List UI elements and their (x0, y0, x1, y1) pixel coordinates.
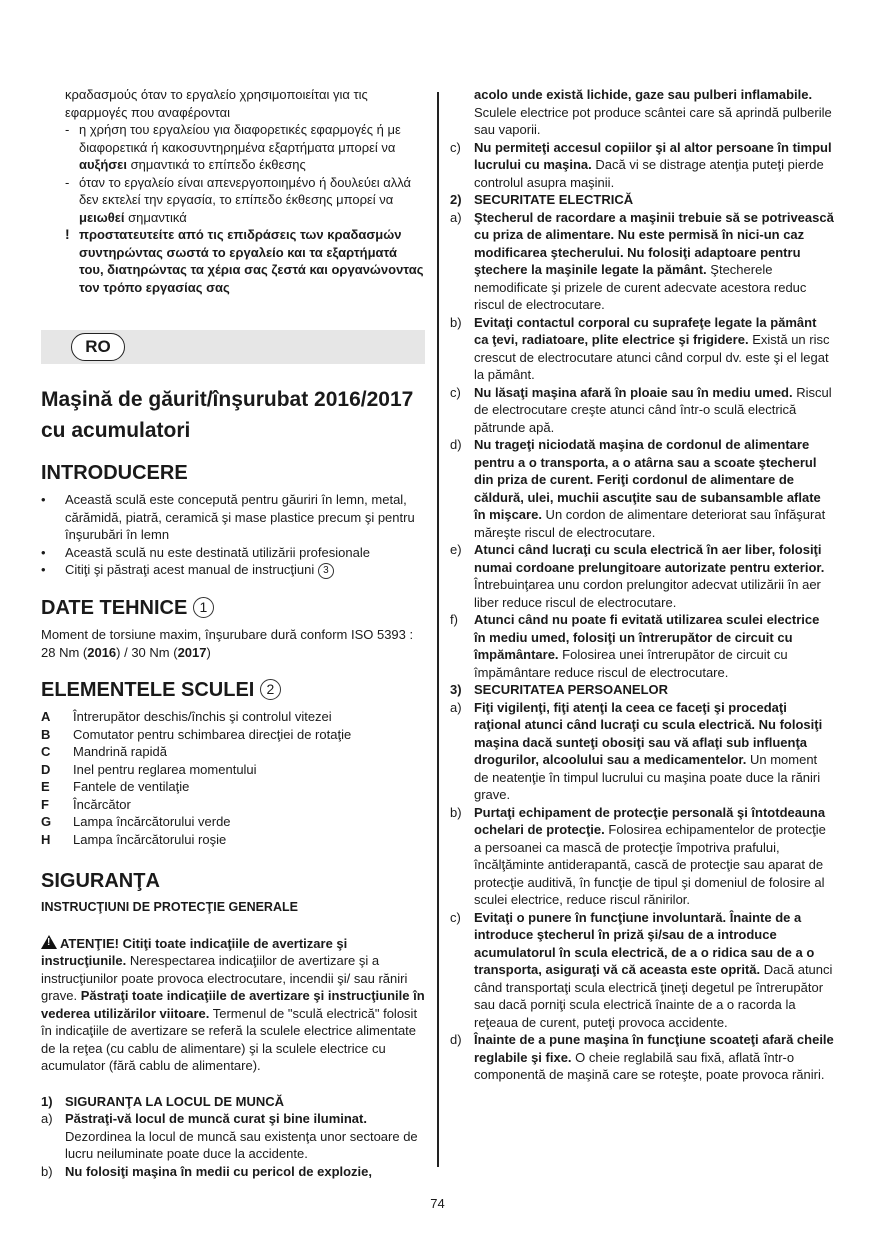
safety-item: f) Atunci când nu poate fi evitată utilizarea sculei electrice în mediu umed, folosiţi un întrerupător de circuit cu împământare. Folosirea unei întrerupător de circuit cu împământare reduce riscul de electrocutare. (450, 612, 820, 680)
safety-item: b) Evitaţi contactul corporal cu suprafeţe legate la pământ ca ţevi, radiatoare, plite electrice şi frigidere. Există un risc crescut de electrocutare atunci când corpul dv. este şi el legat la pământ. (450, 314, 830, 382)
elements-heading: ELEMENTELE SCULEI 2 (41, 677, 425, 703)
intro-bullet: • Această sculă este concepută pentru găuriri în lemn, metal, cărămidă, piatră, ceramică şi mase plastice precum şi pentru înşurubări în lemn (41, 492, 415, 542)
safety-subheading: INSTRUCŢIUNI DE PROTECŢIE GENERALE (41, 900, 298, 914)
section-heading: 2) SECURITATE ELECTRICĂ (450, 192, 634, 207)
safety-heading: SIGURANŢA (41, 870, 160, 892)
product-title: Maşină de găurit/înşurubat 2016/2017 cu acumulatori (41, 388, 414, 442)
safety-item: a) Păstraţi-vă locul de muncă curat şi bine iluminat. Dezordinea la locul de muncă sau existenţa unor sectoare de lucru neiluminate poate duce la accidente. (41, 1111, 418, 1161)
element-item: B Comutator pentru schimbarea direcţiei de rotaţie (41, 726, 352, 742)
safety-item: d) Înainte de a pune maşina în funcţiune scoateţi afară cheile reglabile şi fixe. O cheie reglabilă sau fixă, aflată într-o componentă de maşină care se roteşte, poate provoca răniri. (450, 1032, 834, 1082)
safety-item: c) Nu permiteţi accesul copiilor şi al altor persoane în timpul lucrului cu maşina. Dacă vi se distrage atenţia puteţi pierde controlul asupra maşinii. (450, 139, 832, 190)
tech-text: Moment de torsiune maxim, înşurubare dură conform ISO 5393 : 28 Nm (2016) / 30 Nm (2017) (41, 627, 414, 660)
figure-ref-icon: 2 (260, 679, 281, 700)
safety-item: e) Atunci când lucraţi cu scula electrică în aer liber, folosiţi numai cordoane prelungitoare autorizate pentru exterior. Întrebuinţarea unu cordon prelungitor adecvat utilizării în aer liber reduce riscul de electrocutare. (450, 542, 825, 610)
figure-ref-icon: 3 (318, 563, 334, 579)
right-column (450, 86, 834, 1084)
bullet-icon: • (41, 492, 46, 507)
exclamation-icon: ! (65, 226, 70, 242)
safety-item-continued: acolo unde există lichide, gaze sau pulberi inflamabile. Sculele electrice pot produce scântei care să aprindă pulberile sau vaporii. (474, 87, 832, 137)
element-item: E Fantele de ventilaţie (41, 779, 190, 794)
element-item: H Lampa încărcătorului roşie (41, 831, 227, 847)
greek-dash-item: - η χρήση του εργαλείου για διαφορετικές εφαρμογές ή με διαφορετικά ή κακοσυντηρημένα εξαρτήματα μπορεί να αυξήσει σημαντικά το επίπεδο έκθεσης (65, 122, 401, 172)
safety-item: a) Fiţi vigilenţi, fiţi atenţi la ceea ce faceţi şi procedaţi raţional atunci când lucraţi cu scula electrică. Nu folosiţi maşina dacă sunteţi obosiţi sau vă aflaţi sub influenţa drogurilor, alcoolului sau a medicamentelor. Un moment de neatenţie în timpul lucrului cu maşina poate duce la răniri grave. (450, 699, 823, 802)
element-item: D Inel pentru reglarea momentului (41, 761, 257, 777)
dash-marker: - (65, 122, 70, 137)
safety-item: c) Nu lăsaţi maşina afară în ploaie sau în mediu umed. Riscul de electrocutare creşte atunci când într-o sculă electrică pătrunde apă. (450, 384, 832, 435)
intro-bullet: • Citiţi şi păstraţi acest manual de instrucţiuni 3 (41, 561, 425, 579)
element-item: F Încărcător (41, 796, 131, 812)
safety-item: a) Ştecherul de racordare a maşinii trebuie să se potrivească cu priza de alimentare. Nu este permisă în nici-un caz modificarea ştecherului. Nu folosiţi adaptoare pentru ştechere la maşinile legate la pământ. Ştecherele nemodificate şi prizele de curent adecvate acestora reduc riscul de electrocutare. (450, 209, 834, 312)
greek-intro: κραδασμούς όταν το εργαλείο χρησιμοποιείται για τις εφαρμογές που αναφέρονται (65, 87, 368, 120)
language-band (41, 330, 425, 364)
element-item: C Mandrină rapidă (41, 744, 167, 759)
safety-item: c) Evitaţi o punere în funcţiune involuntară. Înainte de a introduce ştecherul în priză şi/sau de a introduce acumulatorul în scula electrică, de a o ridica sau de a o transporta, asiguraţi vă că aceasta este oprită. Dacă atunci când transportaţi scula electrică ţineţi degetul pe întrerupător sau dacă porniţi scula electrică înainte de a o racorda la reţeaua de curent, puteţi provoca accidente. (450, 909, 833, 1030)
warning-triangle-icon: ! (41, 935, 57, 949)
dash-marker: - (65, 174, 70, 190)
greek-warning: ! προστατευτείτε από τις επιδράσεις των κραδασμών συντηρώντας σωστά το εργαλείο και τα εξαρτήματά του, διατηρώντας τα χέρια σας ζεστά και οργανώνοντας τον τρόπο εργασίας σας (65, 226, 424, 295)
safety-item: b) Purtaţi echipament de protecţie personală şi întotdeauna ochelari de protecţie. Folosirea echipamentelor de protecţie a persoanei ca mască de protecţie împotriva prafului, încălţăminte antiderapantă, cască de protecţie sau aparat de protecţie auditivă, în funcţie de tipul şi domeniul de folosire al sculei electrice, reduce riscul rănirilor. (450, 804, 826, 907)
bullet-icon: • (41, 562, 46, 577)
intro-bullet: • Această sculă nu este destinată utilizării profesionale (41, 544, 370, 560)
page-number: 74 (430, 1196, 445, 1211)
left-column (41, 86, 425, 1180)
greek-dash-item: - όταν το εργαλείο είναι απενεργοποιημένο ή δουλεύει αλλά δεν εκτελεί την εργασία, το επίπεδο έκθεσης μπορεί να μειωθεί σημαντικά (65, 174, 412, 225)
safety-item: d) Nu trageţi niciodată maşina de cordonul de alimentare pentru a o transporta, a o atârna sau a scoate ştecherul din priza de curent. Feriţi cordonul de alimentare de căldură, ulei, muchii ascuţite sau de subansamble aflate în mişcare. Un cordon de alimentare deteriorat sau înfăşurat măreşte riscul de electrocutare. (450, 437, 826, 540)
section-heading: 3) SECURITATEA PERSOANELOR (450, 682, 669, 697)
column-divider (437, 92, 439, 1167)
figure-ref-icon: 1 (193, 597, 214, 618)
bullet-icon: • (41, 544, 46, 560)
section-heading: 1) SIGURANŢA LA LOCUL DE MUNCĂ (41, 1093, 285, 1109)
intro-heading: INTRODUCERE (41, 462, 188, 484)
tech-heading: DATE TEHNICE 1 (41, 595, 425, 621)
safety-item: b) Nu folosiţi maşina în medii cu pericol de explozie, (41, 1163, 373, 1179)
general-warning: ! ATENŢIE! Citiţi toate indicaţiile de avertizare şi instrucţiunile. Nerespectarea indicaţiilor de avertizare şi a instrucţiunilor poate provoca electrocutare, incendii şi/ sau răniri grave. Păstraţi toate indicaţiile de avertizare şi instrucţiunile în vederea utilizărilor viitoare. Termenul de "sculă electrică" folosit în indicaţiile de avertizare se referă la sculele electrice alimentate de la reţea (cu cablu de alimentare) şi la sculele electrice cu acumulator (fără cablu de alimentare). (41, 935, 425, 1073)
element-item: A Întrerupător deschis/închis şi controlul vitezei (41, 709, 332, 724)
language-badge: RO (71, 333, 125, 361)
element-item: G Lampa încărcătorului verde (41, 814, 231, 829)
